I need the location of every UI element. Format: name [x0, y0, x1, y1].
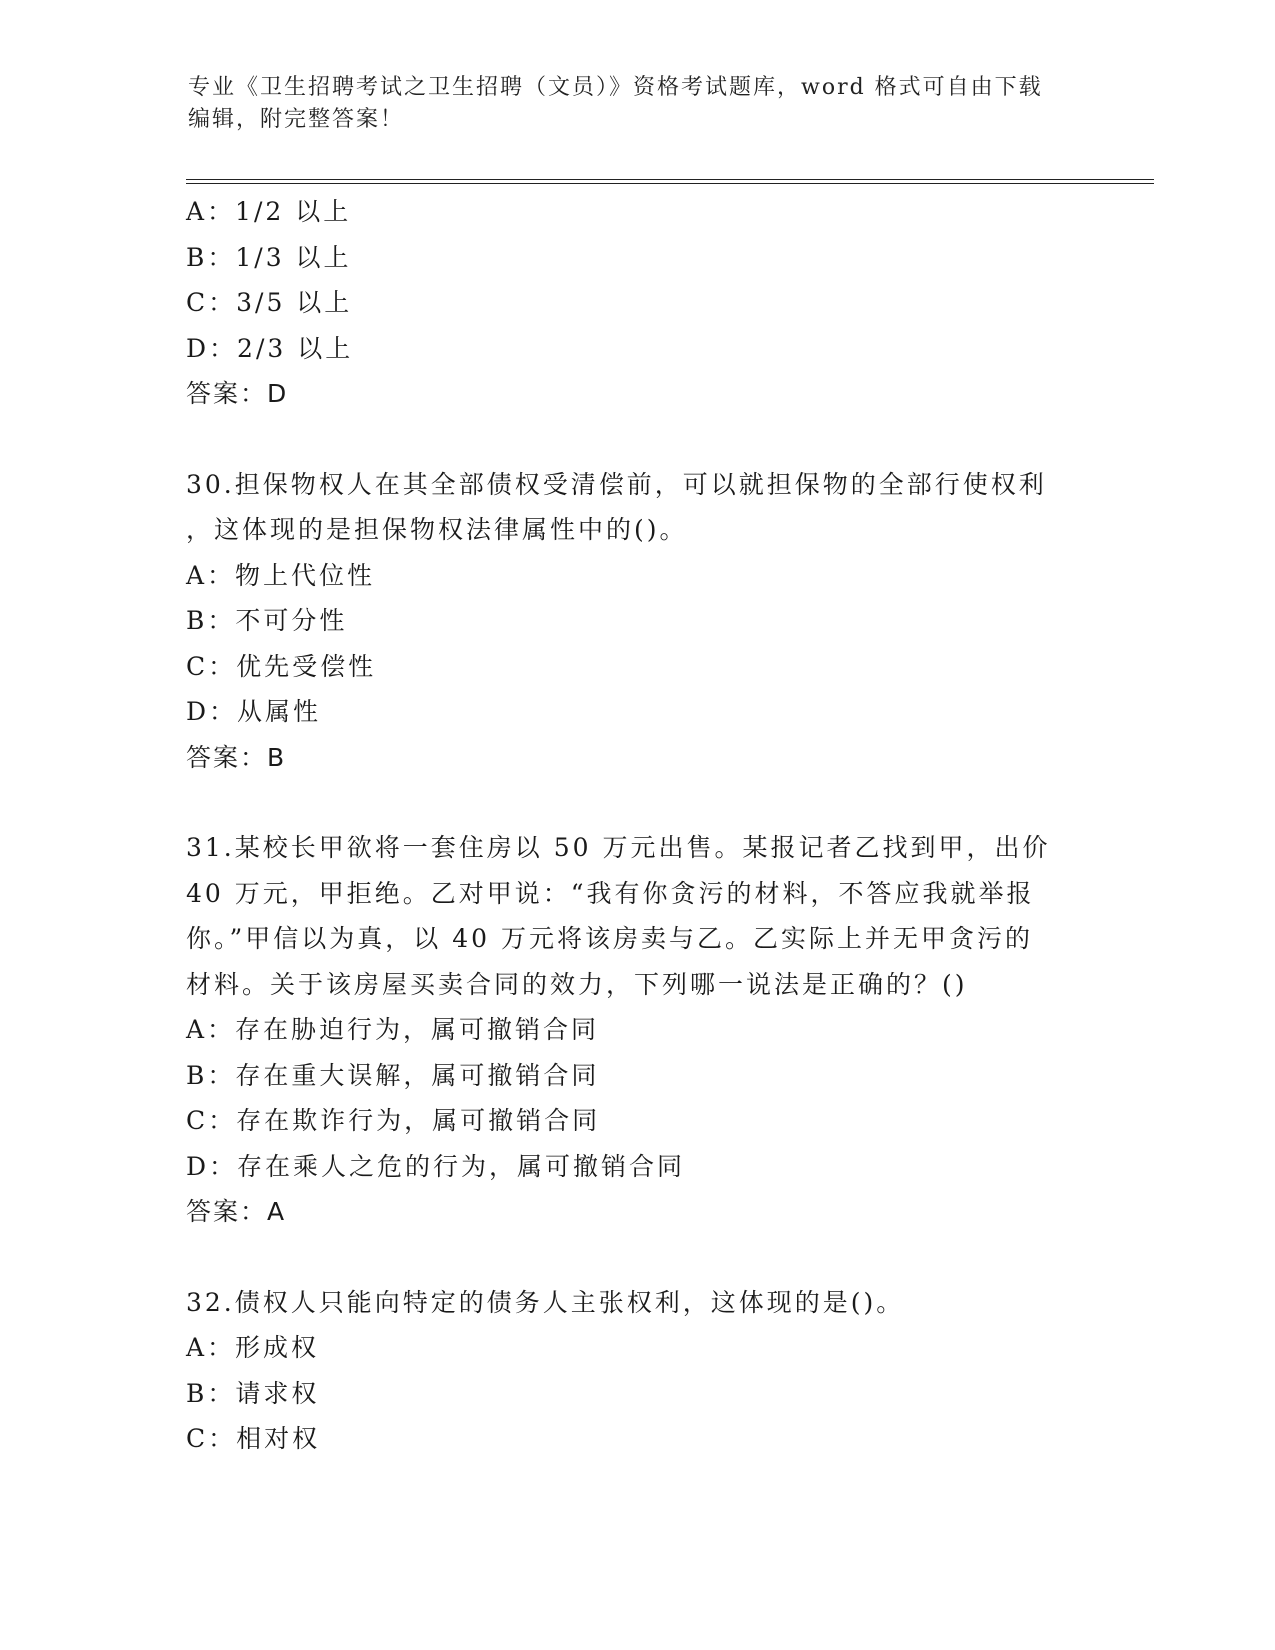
option-b: B：存在重大误解，属可撤销合同: [186, 1060, 600, 1090]
spacer: [186, 780, 1086, 825]
question-31: [186, 825, 1086, 1235]
option-c: C：3/5 以上: [186, 288, 353, 317]
option-a: A：物上代位性: [186, 560, 376, 590]
spacer: [186, 417, 1086, 462]
answer: 答案：B: [186, 742, 287, 772]
answer: 答案：D: [186, 379, 289, 408]
answer: 答案：A: [186, 1197, 287, 1226]
question-stem-line: ，这体现的是担保物权法律属性中的()。: [186, 515, 688, 544]
question-30: [186, 462, 1086, 781]
question-29: [186, 189, 1086, 417]
question-stem-line: 30.担保物权人在其全部债权受清偿前，可以就担保物的全部行使权利: [186, 469, 1047, 499]
question-stem-line: 32.债权人只能向特定的债务人主张权利，这体现的是()。: [186, 1287, 905, 1317]
question-stem-line: 31.某校长甲欲将一套住房以 50 万元出售。某报记者乙找到甲，出价: [186, 833, 1051, 862]
header-line-1: 专业《卫生招聘考试之卫生招聘（文员）》资格考试题库，word 格式可自由下载: [188, 75, 1043, 100]
option-c: C：存在欺诈行为，属可撤销合同: [186, 1106, 601, 1135]
spacer: [186, 1235, 1086, 1280]
document-header: [188, 72, 1068, 136]
option-a: A：1/2 以上: [186, 197, 352, 226]
question-list: [186, 189, 1086, 1462]
option-d: D：2/3 以上: [186, 333, 354, 363]
question-stem-line: 40 万元，甲拒绝。乙对甲说：“我有你贪污的材料，不答应我就举报: [186, 878, 1035, 908]
question-32: [186, 1280, 1086, 1462]
option-c: C：相对权: [186, 1424, 321, 1453]
question-stem-line: 你。”甲信以为真，以 40 万元将该房卖与乙。乙实际上并无甲贪污的: [186, 924, 1033, 953]
header-divider: [186, 179, 1154, 184]
question-stem-line: 材料。关于该房屋买卖合同的效力，下列哪一说法是正确的？(): [186, 969, 968, 999]
option-b: B：不可分性: [186, 606, 348, 635]
option-d: D：存在乘人之危的行为，属可撤销合同: [186, 1151, 686, 1181]
option-c: C：优先受偿性: [186, 651, 377, 681]
option-b: B：1/3 以上: [186, 242, 352, 272]
option-a: A：形成权: [186, 1333, 320, 1362]
header-line-2: 编辑，附完整答案！: [188, 107, 405, 132]
option-a: A：存在胁迫行为，属可撤销合同: [186, 1015, 600, 1044]
option-b: B：请求权: [186, 1378, 320, 1408]
option-d: D：从属性: [186, 697, 322, 726]
